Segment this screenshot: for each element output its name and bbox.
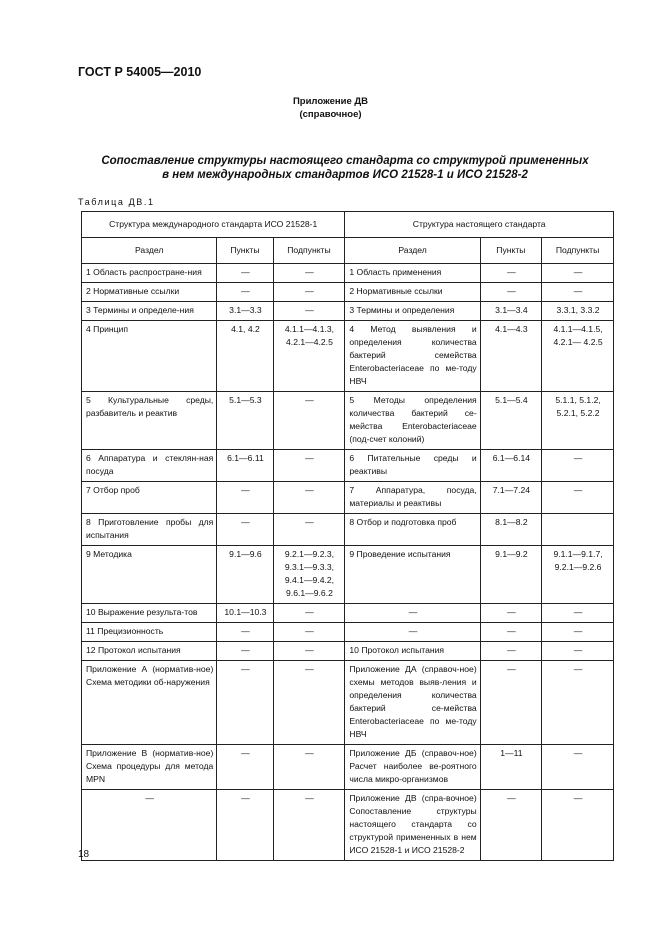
- section-cell: —: [345, 623, 480, 642]
- section-cell: 6 Аппаратура и стеклян-ная посуда: [82, 450, 217, 482]
- clauses-cell: —: [217, 623, 273, 642]
- table-body: [82, 264, 614, 861]
- column-header-subclauses: Подпункты: [542, 238, 614, 264]
- section-cell: 7 Отбор проб: [82, 482, 217, 514]
- clauses-cell: 3.1—3.3: [217, 302, 273, 321]
- section-cell: —: [82, 790, 217, 861]
- table-row: [82, 321, 614, 392]
- subclauses-cell: —: [273, 623, 345, 642]
- clauses-cell: —: [217, 642, 273, 661]
- subclauses-cell: 9.2.1—9.2.3, 9.3.1—9.3.3, 9.4.1—9.4.2, 9.6.1—9.6.2: [273, 546, 345, 604]
- clauses-cell: —: [480, 661, 541, 745]
- section-title: [90, 154, 600, 182]
- clauses-cell: 9.1—9.6: [217, 546, 273, 604]
- appendix-title: Приложение ДВ: [292, 96, 369, 107]
- table-row: [82, 604, 614, 623]
- clauses-cell: 4.1—4.3: [480, 321, 541, 392]
- document-header-standard: ГОСТ Р 54005—2010: [78, 65, 202, 79]
- section-title-line-2: в нем международных стандартов ИСО 21528-1 и ИСО 21528-2: [162, 169, 528, 181]
- clauses-cell: 7.1—7.24: [480, 482, 541, 514]
- subclauses-cell: —: [273, 450, 345, 482]
- table-row: [82, 302, 614, 321]
- clauses-cell: —: [480, 283, 541, 302]
- section-cell: Приложение ДА (справоч-ное) схемы методов выяв-ления и определения количества бактерий се-мейства Enterobacteriaceae по ме-тоду НВЧ: [345, 661, 480, 745]
- clauses-cell: 5.1—5.3: [217, 392, 273, 450]
- clauses-cell: —: [217, 661, 273, 745]
- clauses-cell: —: [217, 790, 273, 861]
- section-cell: 11 Прецизионность: [82, 623, 217, 642]
- subclauses-cell: —: [542, 790, 614, 861]
- clauses-cell: —: [480, 604, 541, 623]
- subclauses-cell: —: [542, 450, 614, 482]
- clauses-cell: —: [480, 623, 541, 642]
- section-cell: 5 Культуральные среды, разбавитель и реактив: [82, 392, 217, 450]
- section-title-line-1: Сопоставление структуры настоящего стандарта со структурой примененных: [101, 155, 589, 167]
- section-cell: 9 Методика: [82, 546, 217, 604]
- subclauses-cell: 4.1.1—4.1.3, 4.2.1—4.2.5: [273, 321, 345, 392]
- table-row: [82, 790, 614, 861]
- subclauses-cell: —: [542, 642, 614, 661]
- section-cell: 4 Метод выявления и определения количества бактерий семейства Enterobacteriaceae по ме-тоду НВЧ: [345, 321, 480, 392]
- group-header-national: Структура настоящего стандарта: [345, 212, 614, 238]
- comparison-table: [81, 211, 614, 861]
- section-cell: 10 Протокол испытания: [345, 642, 480, 661]
- subclauses-cell: —: [542, 283, 614, 302]
- clauses-cell: 8.1—8.2: [480, 514, 541, 546]
- appendix-note: (справочное): [299, 109, 362, 120]
- subclauses-cell: —: [542, 264, 614, 283]
- table-row: [82, 264, 614, 283]
- subclauses-cell: —: [273, 790, 345, 861]
- section-cell: 2 Нормативные ссылки: [82, 283, 217, 302]
- table-row: [82, 283, 614, 302]
- group-header-international: Структура международного стандарта ИСО 21528-1: [82, 212, 345, 238]
- section-cell: Приложение А (норматив-ное) Схема методики об-наружения: [82, 661, 217, 745]
- subclauses-cell: —: [273, 661, 345, 745]
- section-cell: Приложение В (норматив-ное) Схема процедуры для метода MPN: [82, 745, 217, 790]
- clauses-cell: —: [217, 514, 273, 546]
- column-header-clauses: Пункты: [217, 238, 273, 264]
- section-cell: 6 Питательные среды и реактивы: [345, 450, 480, 482]
- section-cell: —: [345, 604, 480, 623]
- section-cell: 8 Приготовление пробы для испытания: [82, 514, 217, 546]
- clauses-cell: 5.1—5.4: [480, 392, 541, 450]
- clauses-cell: 1—11: [480, 745, 541, 790]
- subclauses-cell: —: [273, 302, 345, 321]
- subclauses-cell: —: [273, 514, 345, 546]
- section-cell: Приложение ДВ (спра-вочное) Сопоставление структуры настоящего стандарта со структурой примененных в нем ИСО 21528-1 и ИСО 21528-2: [345, 790, 480, 861]
- section-cell: 4 Принцип: [82, 321, 217, 392]
- table-label: Таблица ДВ.1: [78, 197, 155, 207]
- section-cell: 1 Область применения: [345, 264, 480, 283]
- table-row: [82, 642, 614, 661]
- section-cell: 9 Проведение испытания: [345, 546, 480, 604]
- clauses-cell: 10.1—10.3: [217, 604, 273, 623]
- clauses-cell: 6.1—6.11: [217, 450, 273, 482]
- subclauses-cell: 9.1.1—9.1.7, 9.2.1—9.2.6: [542, 546, 614, 604]
- subclauses-cell: 3.3.1, 3.3.2: [542, 302, 614, 321]
- subclauses-cell: —: [273, 745, 345, 790]
- subclauses-cell: 4.1.1—4.1.5, 4.2.1— 4.2.5: [542, 321, 614, 392]
- table-column-header-row: [82, 238, 614, 264]
- table-row: [82, 745, 614, 790]
- table-row: [82, 392, 614, 450]
- section-cell: 2 Нормативные ссылки: [345, 283, 480, 302]
- clauses-cell: —: [480, 790, 541, 861]
- subclauses-cell: —: [542, 623, 614, 642]
- subclauses-cell: —: [273, 482, 345, 514]
- section-cell: 5 Методы определения количества бактерий се-мейства Enterobacteriaceae (под-счет колоний): [345, 392, 480, 450]
- table-row: [82, 450, 614, 482]
- subclauses-cell: —: [542, 604, 614, 623]
- table-row: [82, 482, 614, 514]
- subclauses-cell: —: [273, 604, 345, 623]
- clauses-cell: —: [480, 264, 541, 283]
- subclauses-cell: —: [273, 283, 345, 302]
- subclauses-cell: —: [542, 482, 614, 514]
- subclauses-cell: 5.1.1, 5.1.2, 5.2.1, 5.2.2: [542, 392, 614, 450]
- section-cell: 8 Отбор и подготовка проб: [345, 514, 480, 546]
- clauses-cell: 9.1—9.2: [480, 546, 541, 604]
- subclauses-cell: —: [273, 264, 345, 283]
- table-group-header-row: [82, 212, 614, 238]
- clauses-cell: —: [217, 264, 273, 283]
- table-row: [82, 623, 614, 642]
- section-cell: 7 Аппаратура, посуда, материалы и реактивы: [345, 482, 480, 514]
- clauses-cell: 6.1—6.14: [480, 450, 541, 482]
- section-cell: Приложение ДБ (справоч-ное) Расчет наиболее ве-роятного числа микро-организмов: [345, 745, 480, 790]
- section-cell: 3 Термины и определения: [345, 302, 480, 321]
- section-cell: 1 Область распростране-ния: [82, 264, 217, 283]
- clauses-cell: —: [217, 745, 273, 790]
- clauses-cell: —: [217, 283, 273, 302]
- table-row: [82, 514, 614, 546]
- clauses-cell: 4.1, 4.2: [217, 321, 273, 392]
- table-row: [82, 661, 614, 745]
- subclauses-cell: —: [273, 642, 345, 661]
- clauses-cell: 3.1—3.4: [480, 302, 541, 321]
- column-header-section: Раздел: [82, 238, 217, 264]
- subclauses-cell: —: [542, 745, 614, 790]
- subclauses-cell: [542, 514, 614, 546]
- column-header-subclauses: Подпункты: [273, 238, 345, 264]
- appendix-heading: [0, 95, 661, 121]
- subclauses-cell: —: [273, 392, 345, 450]
- section-cell: 10 Выражение результа-тов: [82, 604, 217, 623]
- table-row: [82, 546, 614, 604]
- page-number: 18: [78, 849, 90, 860]
- clauses-cell: —: [217, 482, 273, 514]
- column-header-clauses: Пункты: [480, 238, 541, 264]
- section-cell: 3 Термины и определе-ния: [82, 302, 217, 321]
- subclauses-cell: —: [542, 661, 614, 745]
- section-cell: 12 Протокол испытания: [82, 642, 217, 661]
- clauses-cell: —: [480, 642, 541, 661]
- column-header-section: Раздел: [345, 238, 480, 264]
